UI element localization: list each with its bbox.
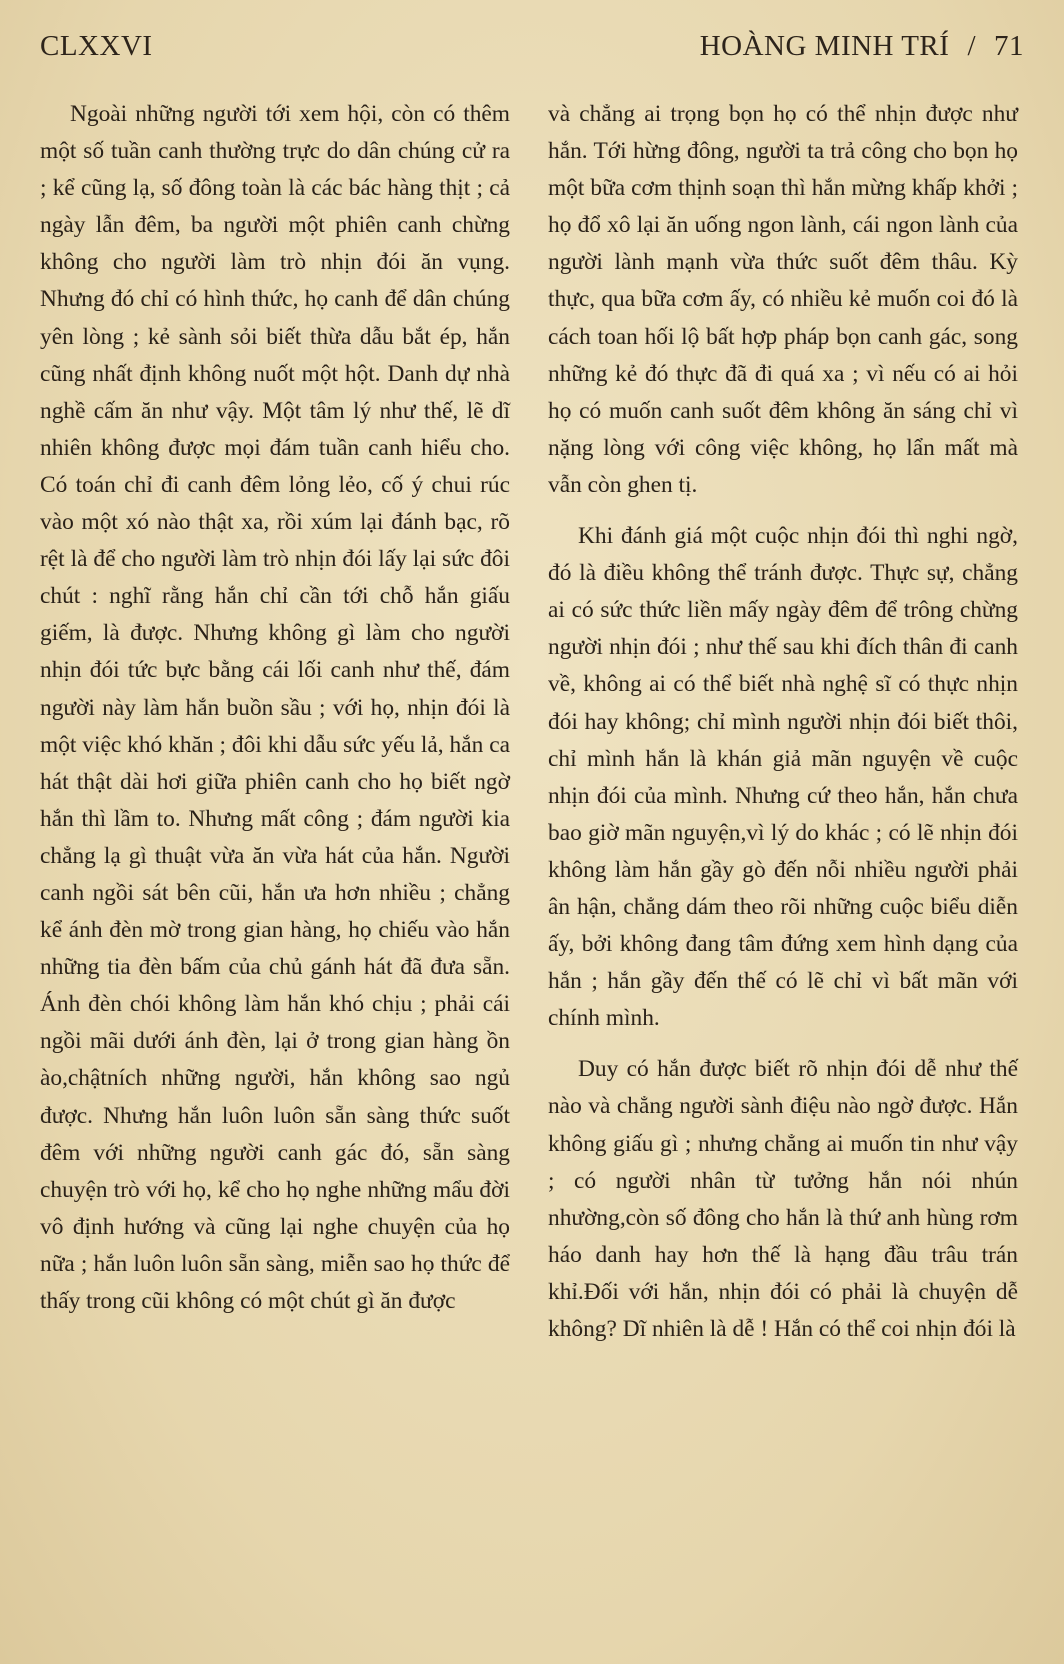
- paragraph: Khi đánh giá một cuộc nhịn đói thì nghi ngờ, đó là điều không thể tránh được. Thực sự, chẳng ai có sức thức liền mấy ngày đêm để trông chừng người nhịn đói ; như thế sau khi đích thân đi canh về, không ai có thể biết nhà nghệ sĩ có thực nhịn đói hay không; chỉ mình người nhịn đói biết thôi, chỉ mình hắn là khán giả mãn nguyện về cuộc nhịn đói của mình. Nhưng cứ theo hắn, hắn chưa bao giờ mãn nguyện,vì lý do khác ; có lẽ nhịn đói không làm hắn gầy gò đến nỗi nhiều người phải ân hận, chẳng dám theo rõi những cuộc biểu diễn ấy, bởi không đang tâm đứng xem hình dạng của hắn ; hắn gầy đến thế có lẽ chỉ vì bất mãn với chính mình.: [548, 523, 1018, 1032]
- paragraph: Duy có hắn được biết rõ nhịn đói dễ như thế nào và chẳng người sành điệu nào ngờ được. Hắn không giấu gì ; nhưng chẳng ai muốn tin như vậy ; có người nhân từ tưởng hắn nói nhún nhường,còn số đông cho hắn là thứ anh hùng rơm háo danh hay hơn thế là hạng đầu trâu trán khỉ.Đối với hắn, nhịn đói có phải là chuyện dễ không? Dĩ nhiên là dễ ! Hắn có thể coi nhịn đói là: [548, 1056, 1018, 1342]
- running-head: [700, 30, 1024, 63]
- page-number: 71: [994, 30, 1024, 62]
- header-separator: /: [967, 30, 976, 62]
- paragraph: Ngoài những người tới xem hội, còn có thêm một số tuần canh thường trực do dân chúng cử ra ; kể cũng lạ, số đông toàn là các bác hàng thịt ; cả ngày lẫn đêm, ba người một phiên canh chừng không cho người làm trò nhịn đói ăn vụng. Nhưng đó chỉ có hình thức, họ canh để dân chúng yên lòng ; kẻ sành sỏi biết thừa dẫu bắt ép, hắn cũng nhất định không nuốt một hột. Danh dự nhà nghề cấm ăn như vậy. Một tâm lý như thế, lẽ dĩ nhiên không được mọi đám tuần canh hiểu cho. Có toán chỉ đi canh đêm lỏng lẻo, cố ý chui rúc vào một xó nào thật xa, rồi xúm lại đánh bạc, rõ rệt là để cho người làm trò nhịn đói lấy lại sức đôi chút : nghĩ rằng hắn chỉ cần tới chỗ hắn giấu giếm, là được. Nhưng không gì làm cho người nhịn đói tức bực bằng cái lối canh như thế, đám người này làm hắn buồn sầu ; với họ, nhịn đói là một việc khó khăn ; đôi khi dẫu sức yếu lả, hắn ca hát thật dài hơi giữa phiên canh cho họ biết ngờ hắn thì lầm to. Nhưng mất công ; đám người kia chẳng lạ gì thuật vừa ăn vừa hát của hắn. Người canh ngồi sát bên cũi, hắn ưa hơn nhiều ; chẳng kể ánh đèn mờ trong gian hàng, họ chiếu vào hắn những tia đèn bấm của chủ gánh hát đã đưa sẵn. Ánh đèn chói không làm hắn khó chịu ; phải cái ngồi mãi dưới ánh đèn, lại ở trong gian hàng ồn ào,chậtních những người, hắn không sao ngủ được. Nhưng hắn luôn luôn sẵn sàng thức suốt đêm với những người canh gác đó, sẵn sàng chuyện trò với họ, kể cho họ nghe những mẩu đời vô định hướng và cũng lại nghe chuyện của họ nữa ; hắn luôn luôn sẵn sàng, miễn sao họ thức để thấy trong cũi không có một chút gì ăn được: [40, 101, 510, 1314]
- chapter-number: CLXXVI: [40, 30, 153, 62]
- right-text-column: [548, 96, 1018, 1348]
- paragraph-continued: và chẳng ai trọng bọn họ có thể nhịn được như hắn. Tới hừng đông, người ta trả công cho bọn họ một bữa cơm thịnh soạn thì hắn mừng khấp khởi ; họ đổ xô lại ăn uống ngon lành, cái ngon lành của người lành mạnh vừa thức suốt đêm thâu. Kỳ thực, qua bữa cơm ấy, có nhiều kẻ muốn coi đó là cách toan hối lộ bất hợp pháp bọn canh gác, song những kẻ đó thực đã đi quá xa ; vì nếu có ai hỏi họ có muốn canh suốt đêm không ăn sáng chỉ vì nặng lòng với công việc không, họ lẩn mất mà vẫn còn ghen tị.: [548, 101, 1018, 498]
- page-header: [40, 22, 1024, 72]
- left-text-column: [40, 96, 510, 1320]
- running-title: HOÀNG MINH TRÍ: [699, 30, 950, 62]
